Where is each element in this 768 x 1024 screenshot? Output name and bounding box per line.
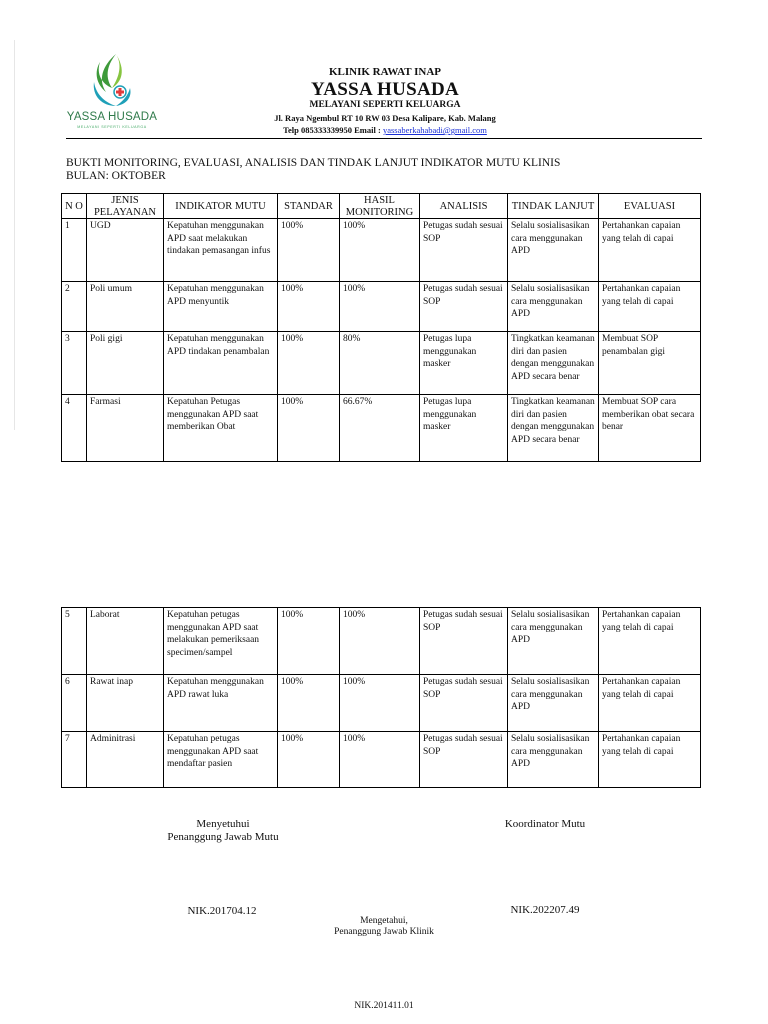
phone-label: Telp 085333339950 Email : bbox=[283, 125, 383, 135]
header-divider bbox=[66, 138, 702, 139]
cell-no: 6 bbox=[62, 675, 87, 732]
cell-indicator: Kepatuhan petugas menggunakan APD saat melakukan pemeriksaan specimen/sampel bbox=[164, 608, 278, 675]
table-row bbox=[62, 219, 701, 282]
col-header-follow-up: TINDAK LANJUT bbox=[508, 194, 599, 219]
cell-standard: 100% bbox=[278, 675, 340, 732]
leaf-flame-icon bbox=[86, 52, 138, 110]
cell-follow-up: Tingkatkan keamanan diri dan pasien dengan menggunakan APD secara benar bbox=[508, 395, 599, 462]
cell-result: 100% bbox=[340, 675, 420, 732]
cell-no: 4 bbox=[62, 395, 87, 462]
cell-indicator: Kepatuhan menggunakan APD rawat luka bbox=[164, 675, 278, 732]
col-header-analysis: ANALISIS bbox=[420, 194, 508, 219]
cell-result: 100% bbox=[340, 282, 420, 332]
cell-analysis: Petugas lupa menggunakan masker bbox=[420, 332, 508, 395]
clinic-head-nik: NIK.201411.01 bbox=[354, 1001, 414, 1011]
cell-result: 100% bbox=[340, 732, 420, 788]
title-line-1: BUKTI MONITORING, EVALUASI, ANALISIS DAN TINDAK LANJUT INDIKATOR MUTU KLINIS bbox=[66, 157, 561, 169]
title-line-2: BULAN: OKTOBER bbox=[66, 169, 166, 182]
cell-result: 66.67% bbox=[340, 395, 420, 462]
clinic-motto: MELAYANI SEPERTI KELUARGA bbox=[309, 100, 461, 110]
cell-analysis: Petugas sudah sesuai SOP bbox=[420, 282, 508, 332]
cell-no: 1 bbox=[62, 219, 87, 282]
cell-service: Poli gigi bbox=[87, 332, 164, 395]
cell-follow-up: Selalu sosialisasikan cara menggunakan APD bbox=[508, 219, 599, 282]
cell-evaluation: Pertahankan capaian yang telah di capai bbox=[599, 282, 701, 332]
cell-evaluation: Pertahankan capaian yang telah di capai bbox=[599, 219, 701, 282]
table-row bbox=[62, 332, 701, 395]
cell-standard: 100% bbox=[278, 732, 340, 788]
cell-indicator: Kepatuhan menggunakan APD menyuntik bbox=[164, 282, 278, 332]
cell-evaluation: Membuat SOP penambalan gigi bbox=[599, 332, 701, 395]
cell-indicator: Kepatuhan menggunakan APD tindakan penambalan bbox=[164, 332, 278, 395]
cell-evaluation: Pertahankan capaian yang telah di capai bbox=[599, 732, 701, 788]
col-header-evaluation: EVALUASI bbox=[599, 194, 701, 219]
col-header-service: JENIS PELAYANAN bbox=[87, 194, 164, 219]
clinic-type: KLINIK RAWAT INAP bbox=[328, 66, 442, 78]
cell-analysis: Petugas sudah sesuai SOP bbox=[420, 608, 508, 675]
col-header-no: N O bbox=[62, 194, 87, 219]
col-header-indicator: INDIKATOR MUTU bbox=[164, 194, 278, 219]
cell-evaluation: Pertahankan capaian yang telah di capai bbox=[599, 608, 701, 675]
cell-indicator: Kepatuhan menggunakan APD saat melakukan tindakan pemasangan infus bbox=[164, 219, 278, 282]
table-row bbox=[62, 608, 701, 675]
cell-evaluation: Membuat SOP cara memberikan obat secara benar bbox=[599, 395, 701, 462]
cell-standard: 100% bbox=[278, 219, 340, 282]
clinic-contact bbox=[230, 125, 540, 135]
cell-follow-up: Selalu sosialisasikan cara menggunakan APD bbox=[508, 282, 599, 332]
cell-service: Poli umum bbox=[87, 282, 164, 332]
approval-block bbox=[150, 818, 296, 843]
cell-standard: 100% bbox=[278, 282, 340, 332]
table-row bbox=[62, 282, 701, 332]
clinic-name: YASSA HUSADA bbox=[310, 79, 460, 100]
cell-evaluation: Pertahankan capaian yang telah di capai bbox=[599, 675, 701, 732]
cell-service: Farmasi bbox=[87, 395, 164, 462]
table-header-row bbox=[62, 194, 701, 219]
cell-follow-up: Selalu sosialisasikan cara menggunakan APD bbox=[508, 608, 599, 675]
quality-lead-nik: NIK.201704.12 bbox=[187, 905, 257, 917]
coordinator-title: Koordinator Mutu bbox=[504, 818, 586, 830]
cell-analysis: Petugas sudah sesuai SOP bbox=[420, 675, 508, 732]
cell-follow-up: Selalu sosialisasikan cara menggunakan APD bbox=[508, 732, 599, 788]
cell-no: 7 bbox=[62, 732, 87, 788]
cell-service: Rawat inap bbox=[87, 675, 164, 732]
col-header-standard: STANDAR bbox=[278, 194, 340, 219]
cell-no: 2 bbox=[62, 282, 87, 332]
cell-service: Laborat bbox=[87, 608, 164, 675]
col-header-result: HASIL MONITORING bbox=[340, 194, 420, 219]
cell-standard: 100% bbox=[278, 332, 340, 395]
cell-result: 80% bbox=[340, 332, 420, 395]
monitoring-table-continued bbox=[61, 607, 701, 788]
cell-indicator: Kepatuhan petugas menggunakan APD saat mendaftar pasien bbox=[164, 732, 278, 788]
cell-standard: 100% bbox=[278, 608, 340, 675]
cell-standard: 100% bbox=[278, 395, 340, 462]
table-row bbox=[62, 395, 701, 462]
cell-analysis: Petugas sudah sesuai SOP bbox=[420, 732, 508, 788]
table-row bbox=[62, 675, 701, 732]
email-link[interactable]: yassaberkahabadi@gmail.com bbox=[382, 125, 487, 135]
cell-analysis: Petugas lupa menggunakan masker bbox=[420, 395, 508, 462]
acknowledged-label: Mengetahui, bbox=[360, 916, 408, 926]
document-title bbox=[66, 157, 560, 182]
cell-indicator: Kepatuhan Petugas menggunakan APD saat memberikan Obat bbox=[164, 395, 278, 462]
cell-follow-up: Tingkatkan keamanan diri dan pasien dengan menggunakan APD secara benar bbox=[508, 332, 599, 395]
cell-result: 100% bbox=[340, 608, 420, 675]
coordinator-nik: NIK.202207.49 bbox=[510, 904, 580, 916]
cell-service: Adminitrasi bbox=[87, 732, 164, 788]
clinic-logo bbox=[64, 52, 160, 136]
cell-follow-up: Selalu sosialisasikan cara menggunakan APD bbox=[508, 675, 599, 732]
cell-result: 100% bbox=[340, 219, 420, 282]
clinic-head-block bbox=[304, 916, 464, 938]
clinic-address: Jl. Raya Ngembul RT 10 RW 03 Desa Kalipare, Kab. Malang bbox=[274, 113, 496, 123]
table-row bbox=[62, 732, 701, 788]
monitoring-table bbox=[61, 193, 701, 462]
cell-no: 5 bbox=[62, 608, 87, 675]
approval-label: Menyetuhui bbox=[196, 818, 250, 830]
cell-service: UGD bbox=[87, 219, 164, 282]
logo-tagline: MELAYANI SEPERTI KELUARGA bbox=[77, 125, 147, 129]
cell-no: 3 bbox=[62, 332, 87, 395]
page-edge bbox=[14, 40, 15, 430]
approval-role: Penanggung Jawab Mutu bbox=[167, 830, 279, 843]
cell-analysis: Petugas sudah sesuai SOP bbox=[420, 219, 508, 282]
logo-wordmark: YASSA HUSADA bbox=[66, 111, 158, 123]
clinic-head-role: Penanggung Jawab Klinik bbox=[334, 927, 434, 937]
